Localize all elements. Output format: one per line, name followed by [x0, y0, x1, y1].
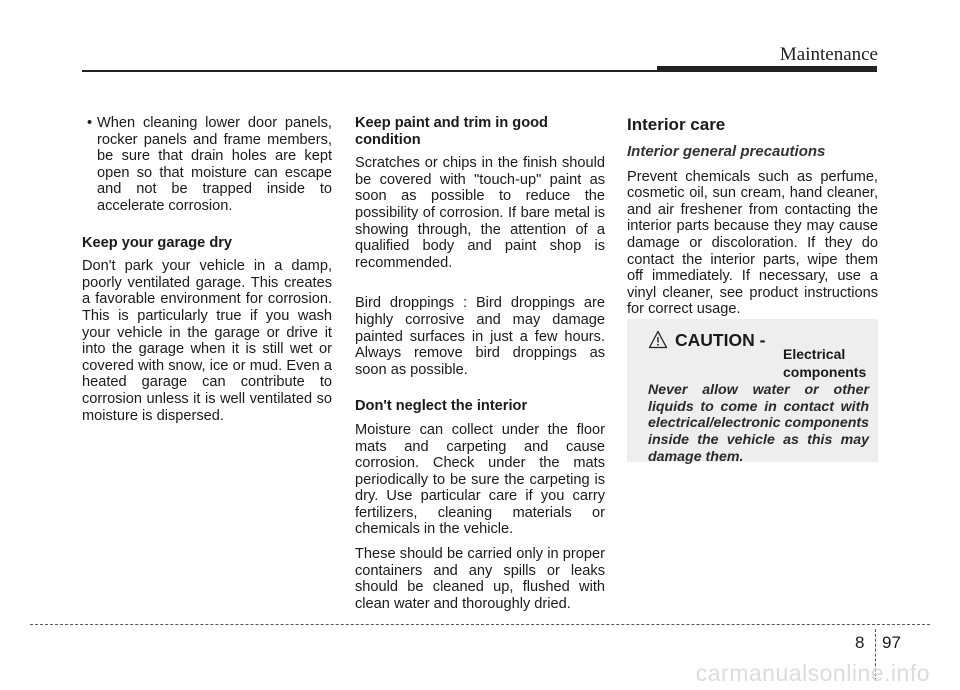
garage-paragraph: Don't park your vehicle in a damp, poorly ventilated garage. This creates a favorable environment for corrosion. This is particularly true if you wash your vehicle in the garage or drive it into the garage when it is still wet or covered with snow, ice or mud. Even a heated garage can contribute to corrosion unless it is well ventilated so moisture is dispersed.	[82, 258, 332, 424]
caution-box	[627, 319, 878, 465]
page-number: 97	[882, 633, 901, 652]
paint-paragraph: Scratches or chips in the finish should be covered with "touch-up" paint as soon as possible to reduce the possibility of corrosion. If bare metal is showing through, the attention of a qualified body and paint shop is recommended.	[355, 155, 605, 271]
section-title-header: Maintenance	[779, 44, 878, 65]
caution-text: Never allow water or other liquids to come in contact with electrical/electronic components inside the vehicle as this may damage them.	[648, 382, 869, 465]
column-right	[627, 115, 878, 318]
warning-triangle-icon	[648, 330, 668, 349]
interior-paragraph-1: Moisture can collect under the floor mats and carpeting and cause corrosion. Check under the mats periodically to be sure the carpeting is dry. Use particular care if you carry fertilizers, cleaning materials or chemicals in the vehicle.	[355, 421, 605, 538]
header-rule-thin	[82, 70, 657, 72]
garage-heading: Keep your garage dry	[82, 234, 233, 251]
chapter-number: 8	[855, 633, 865, 652]
bullet-dot-icon: •	[87, 115, 93, 131]
caution-subject: Electrical components	[783, 346, 867, 380]
column-middle	[355, 115, 605, 612]
interior-paragraph-2: These should be carried only in proper containers and any spills or leaks should be cleaned up, flushed with clean water and thoroughly dried.	[355, 546, 605, 612]
caution-label: CAUTION -	[675, 330, 766, 350]
paint-heading: Keep paint and trim in good condition	[355, 115, 548, 148]
column-left	[82, 115, 332, 424]
interior-care-title: Interior care	[627, 115, 726, 134]
bullet-text: When cleaning lower door panels, rocker panels and frame members, be sure that drain holes are kept open so that moisture can escape and not be trapped inside to accelerate corrosion.	[97, 115, 332, 214]
bird-droppings-paragraph: Bird droppings : Bird droppings are highly corrosive and may damage painted surfaces in just a few hours. Always remove bird droppings as soon as possible.	[355, 295, 605, 378]
interior-precautions-subtitle: Interior general precautions	[627, 143, 826, 160]
watermark: carmanualsonline.info	[695, 660, 930, 686]
header-rule-thick	[657, 66, 877, 72]
footer-divider	[30, 624, 930, 625]
bullet-drain-holes	[82, 115, 332, 215]
interior-heading: Don't neglect the interior	[355, 398, 528, 415]
interior-precautions-paragraph: Prevent chemicals such as perfume, cosmetic oil, sun cream, hand cleaner, and air freshener from contacting the interior parts because they may cause damage or discoloration. If they do contact the interior parts, wipe them off immediately. If necessary, use a vinyl cleaner, see product instructions for correct usage.	[627, 168, 878, 318]
